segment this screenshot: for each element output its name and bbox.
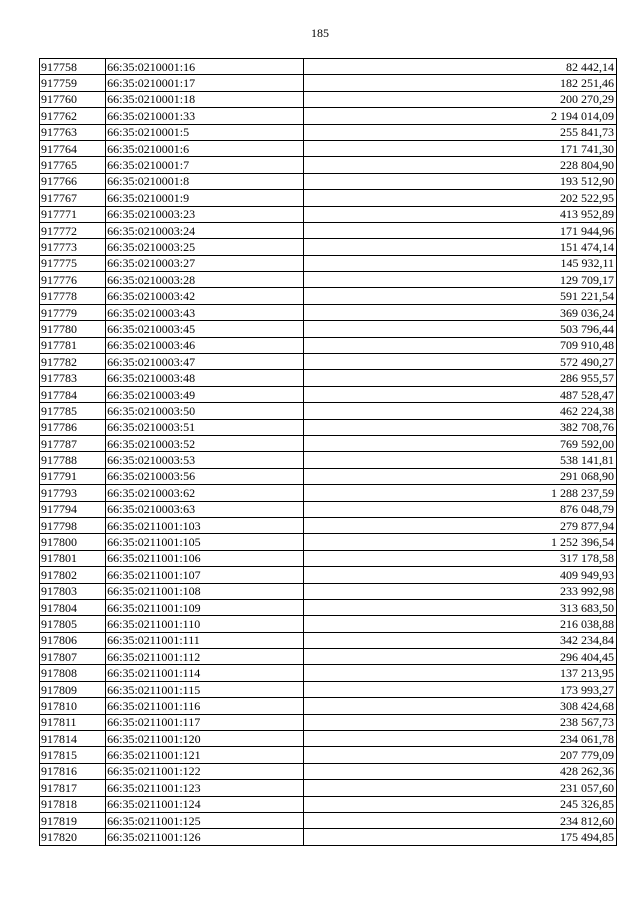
value-cell: 2 194 014,09 [304,108,617,124]
value-cell: 182 251,46 [304,75,617,91]
cadastral-number-cell: 66:35:0211001:112 [106,649,304,665]
table-row [40,780,617,796]
table-row [40,288,617,304]
row-id-cell: 917784 [40,386,106,402]
table-row [40,124,617,140]
value-cell: 369 036,24 [304,304,617,320]
table-row [40,190,617,206]
cadastral-number-cell: 66:35:0210003:50 [106,403,304,419]
row-id-cell: 917804 [40,599,106,615]
row-id-cell: 917781 [40,337,106,353]
cadastral-number-cell: 66:35:0210003:52 [106,435,304,451]
row-id-cell: 917787 [40,435,106,451]
row-id-cell: 917818 [40,796,106,812]
cadastral-number-cell: 66:35:0210003:25 [106,239,304,255]
cadastral-number-cell: 66:35:0210003:51 [106,419,304,435]
table-row [40,206,617,222]
value-cell: 279 877,94 [304,517,617,533]
row-id-cell: 917778 [40,288,106,304]
value-cell: 308 424,68 [304,698,617,714]
table-row [40,681,617,697]
cadastral-number-cell: 66:35:0210003:48 [106,370,304,386]
cadastral-value-table [39,58,617,846]
row-id-cell: 917811 [40,714,106,730]
table-row [40,567,617,583]
row-id-cell: 917819 [40,812,106,828]
value-cell: 382 708,76 [304,419,617,435]
value-cell: 1 288 237,59 [304,485,617,501]
cadastral-number-cell: 66:35:0211001:106 [106,550,304,566]
cadastral-number-cell: 66:35:0211001:124 [106,796,304,812]
table-row [40,370,617,386]
table-row [40,222,617,238]
row-id-cell: 917763 [40,124,106,140]
row-id-cell: 917760 [40,91,106,107]
cadastral-number-cell: 66:35:0211001:117 [106,714,304,730]
value-cell: 409 949,93 [304,567,617,583]
table-row [40,534,617,550]
row-id-cell: 917788 [40,452,106,468]
value-cell: 591 221,54 [304,288,617,304]
table-row [40,435,617,451]
row-id-cell: 917772 [40,222,106,238]
row-id-cell: 917791 [40,468,106,484]
value-cell: 202 522,95 [304,190,617,206]
row-id-cell: 917780 [40,321,106,337]
cadastral-number-cell: 66:35:0210003:56 [106,468,304,484]
table-row [40,763,617,779]
table-row [40,501,617,517]
row-id-cell: 917759 [40,75,106,91]
value-cell: 200 270,29 [304,91,617,107]
cadastral-number-cell: 66:35:0210001:8 [106,173,304,189]
table-row [40,616,617,632]
row-id-cell: 917802 [40,567,106,583]
table-row [40,731,617,747]
table-row [40,75,617,91]
row-id-cell: 917816 [40,763,106,779]
value-cell: 228 804,90 [304,157,617,173]
table-row [40,468,617,484]
value-cell: 171 944,96 [304,222,617,238]
value-cell: 296 404,45 [304,649,617,665]
row-id-cell: 917805 [40,616,106,632]
cadastral-number-cell: 66:35:0210001:6 [106,140,304,156]
table-row [40,321,617,337]
cadastral-number-cell: 66:35:0210003:45 [106,321,304,337]
row-id-cell: 917776 [40,272,106,288]
row-id-cell: 917814 [40,731,106,747]
value-cell: 291 068,90 [304,468,617,484]
table-row [40,698,617,714]
value-cell: 145 932,11 [304,255,617,271]
table-row [40,304,617,320]
row-id-cell: 917808 [40,665,106,681]
value-cell: 129 709,17 [304,272,617,288]
row-id-cell: 917809 [40,681,106,697]
cadastral-number-cell: 66:35:0210001:7 [106,157,304,173]
value-cell: 413 952,89 [304,206,617,222]
table-row [40,173,617,189]
cadastral-number-cell: 66:35:0211001:107 [106,567,304,583]
table-row [40,812,617,828]
cadastral-number-cell: 66:35:0211001:110 [106,616,304,632]
cadastral-number-cell: 66:35:0211001:116 [106,698,304,714]
table-row [40,452,617,468]
row-id-cell: 917806 [40,632,106,648]
cadastral-number-cell: 66:35:0210003:63 [106,501,304,517]
value-cell: 709 910,48 [304,337,617,353]
table-body [40,59,617,846]
value-cell: 207 779,09 [304,747,617,763]
cadastral-number-cell: 66:35:0211001:109 [106,599,304,615]
value-cell: 769 592,00 [304,435,617,451]
table-row [40,419,617,435]
value-cell: 171 741,30 [304,140,617,156]
table-row [40,239,617,255]
row-id-cell: 917803 [40,583,106,599]
table-row [40,272,617,288]
row-id-cell: 917782 [40,354,106,370]
row-id-cell: 917773 [40,239,106,255]
cadastral-number-cell: 66:35:0210003:42 [106,288,304,304]
value-cell: 151 474,14 [304,239,617,255]
value-cell: 503 796,44 [304,321,617,337]
table-row [40,140,617,156]
cadastral-number-cell: 66:35:0210003:62 [106,485,304,501]
value-cell: 255 841,73 [304,124,617,140]
cadastral-number-cell: 66:35:0211001:126 [106,829,304,845]
cadastral-number-cell: 66:35:0211001:105 [106,534,304,550]
table-row [40,665,617,681]
value-cell: 193 512,90 [304,173,617,189]
table-row [40,583,617,599]
row-id-cell: 917766 [40,173,106,189]
table-row [40,59,617,75]
row-id-cell: 917793 [40,485,106,501]
row-id-cell: 917762 [40,108,106,124]
row-id-cell: 917765 [40,157,106,173]
cadastral-number-cell: 66:35:0211001:114 [106,665,304,681]
table-row [40,632,617,648]
table-row [40,255,617,271]
cadastral-number-cell: 66:35:0210003:47 [106,354,304,370]
value-cell: 428 262,36 [304,763,617,779]
value-cell: 216 038,88 [304,616,617,632]
row-id-cell: 917764 [40,140,106,156]
table-row [40,91,617,107]
value-cell: 175 494,85 [304,829,617,845]
cadastral-number-cell: 66:35:0210001:17 [106,75,304,91]
value-cell: 313 683,50 [304,599,617,615]
table-row [40,649,617,665]
cadastral-number-cell: 66:35:0210003:23 [106,206,304,222]
value-cell: 234 061,78 [304,731,617,747]
row-id-cell: 917779 [40,304,106,320]
value-cell: 538 141,81 [304,452,617,468]
row-id-cell: 917785 [40,403,106,419]
value-cell: 238 567,73 [304,714,617,730]
value-cell: 173 993,27 [304,681,617,697]
table-row [40,108,617,124]
cadastral-number-cell: 66:35:0210001:16 [106,59,304,75]
table-row [40,354,617,370]
value-cell: 876 048,79 [304,501,617,517]
value-cell: 286 955,57 [304,370,617,386]
cadastral-number-cell: 66:35:0211001:111 [106,632,304,648]
row-id-cell: 917767 [40,190,106,206]
cadastral-number-cell: 66:35:0210003:46 [106,337,304,353]
value-cell: 231 057,60 [304,780,617,796]
row-id-cell: 917771 [40,206,106,222]
table-row [40,714,617,730]
table-row [40,386,617,402]
cadastral-number-cell: 66:35:0210003:27 [106,255,304,271]
value-cell: 245 326,85 [304,796,617,812]
table-row [40,550,617,566]
cadastral-number-cell: 66:35:0211001:120 [106,731,304,747]
row-id-cell: 917820 [40,829,106,845]
value-cell: 1 252 396,54 [304,534,617,550]
cadastral-number-cell: 66:35:0210003:43 [106,304,304,320]
cadastral-number-cell: 66:35:0211001:123 [106,780,304,796]
cadastral-number-cell: 66:35:0211001:125 [106,812,304,828]
table-row [40,796,617,812]
value-cell: 487 528,47 [304,386,617,402]
table-row [40,485,617,501]
value-cell: 572 490,27 [304,354,617,370]
cadastral-number-cell: 66:35:0210003:53 [106,452,304,468]
cadastral-number-cell: 66:35:0210001:18 [106,91,304,107]
row-id-cell: 917783 [40,370,106,386]
row-id-cell: 917810 [40,698,106,714]
cadastral-number-cell: 66:35:0210003:24 [106,222,304,238]
cadastral-number-cell: 66:35:0210003:49 [106,386,304,402]
cadastral-number-cell: 66:35:0210001:9 [106,190,304,206]
cadastral-number-cell: 66:35:0210001:5 [106,124,304,140]
table-row [40,517,617,533]
value-cell: 342 234,84 [304,632,617,648]
cadastral-number-cell: 66:35:0210003:28 [106,272,304,288]
value-cell: 317 178,58 [304,550,617,566]
cadastral-number-cell: 66:35:0211001:103 [106,517,304,533]
table-row [40,403,617,419]
row-id-cell: 917801 [40,550,106,566]
cadastral-number-cell: 66:35:0211001:121 [106,747,304,763]
value-cell: 137 213,95 [304,665,617,681]
value-cell: 233 992,98 [304,583,617,599]
cadastral-number-cell: 66:35:0211001:122 [106,763,304,779]
row-id-cell: 917800 [40,534,106,550]
value-cell: 234 812,60 [304,812,617,828]
value-cell: 462 224,38 [304,403,617,419]
row-id-cell: 917794 [40,501,106,517]
cadastral-number-cell: 66:35:0211001:115 [106,681,304,697]
table-row [40,747,617,763]
row-id-cell: 917807 [40,649,106,665]
row-id-cell: 917758 [40,59,106,75]
page-number: 185 [311,26,329,40]
row-id-cell: 917815 [40,747,106,763]
row-id-cell: 917817 [40,780,106,796]
table-row [40,829,617,845]
value-cell: 82 442,14 [304,59,617,75]
row-id-cell: 917798 [40,517,106,533]
table-row [40,157,617,173]
cadastral-number-cell: 66:35:0211001:108 [106,583,304,599]
row-id-cell: 917786 [40,419,106,435]
row-id-cell: 917775 [40,255,106,271]
table-row [40,337,617,353]
table-row [40,599,617,615]
cadastral-number-cell: 66:35:0210001:33 [106,108,304,124]
